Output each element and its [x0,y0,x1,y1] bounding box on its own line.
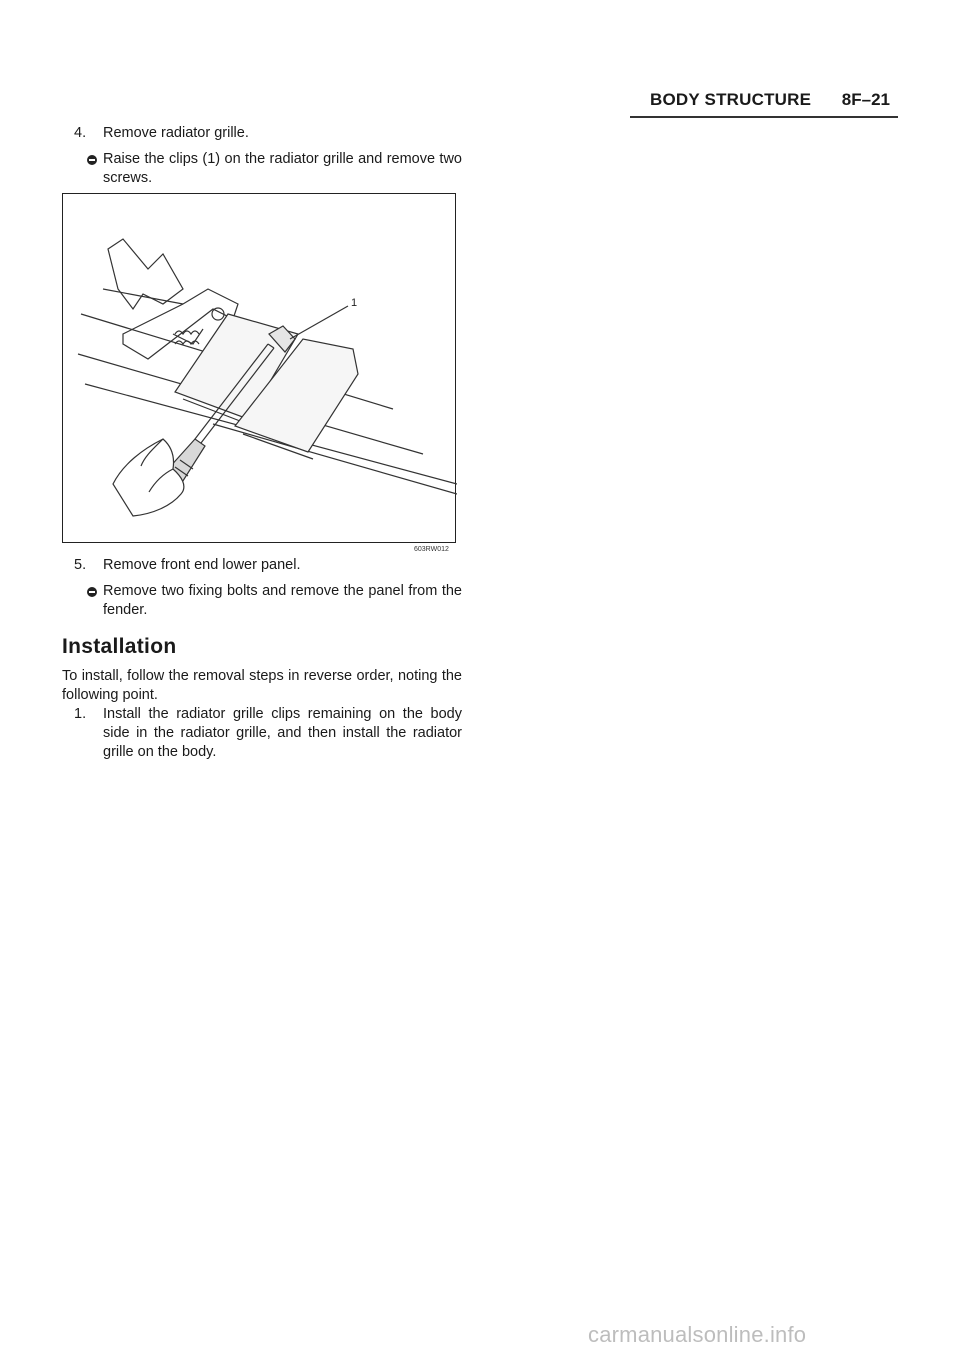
page-number: 8F–21 [841,90,890,109]
illustration-drawing [63,194,457,544]
section-title: BODY STRUCTURE [650,90,812,109]
bullet-icon [87,155,97,165]
figure-code: 603RW012 [414,546,449,553]
step-number: 1. [74,706,87,722]
page-header [630,88,898,118]
step-text: Remove radiator grille. [103,125,249,141]
step-number: 4. [74,125,87,141]
installation-heading: Installation [62,635,177,658]
bullet-icon [87,587,97,597]
bullet-text: Remove two fixing bolts and remove the panel from the fender. [103,583,462,618]
watermark: carmanualsonline.info [588,1322,807,1347]
installation-intro: To install, follow the removal steps in reverse order, noting the following point. [62,668,462,703]
bullet-text: Raise the clips (1) on the radiator grille and remove two screws. [103,151,462,186]
callout-label: 1 [351,297,358,309]
step-number: 5. [74,557,87,573]
step-text: Remove front end lower panel. [103,557,301,573]
grille-clip-illustration [62,193,456,543]
step-text: Install the radiator grille clips remaining on the body side in the radiator grille, and then install the radiator grille on the body. [103,706,462,760]
